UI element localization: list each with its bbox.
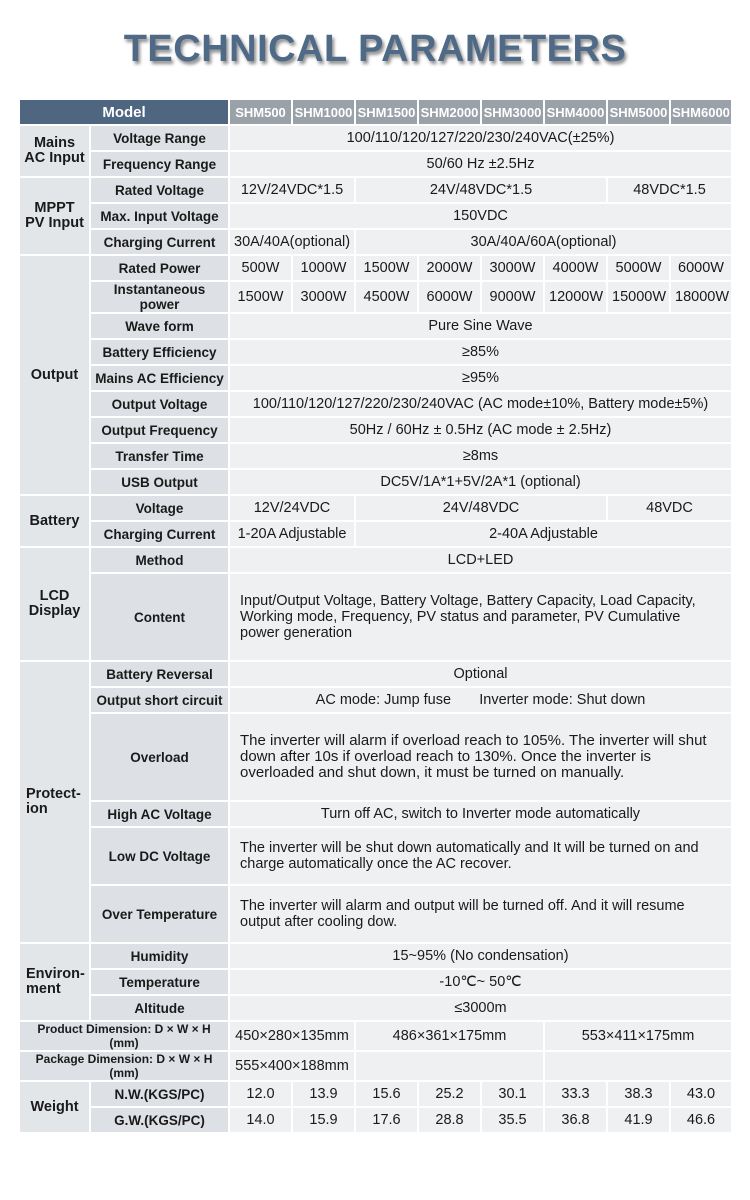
spec-row [19,547,732,573]
section-protection: Protect- ion [19,661,90,943]
param-label: Overload [90,713,229,801]
param-value: 2000W [418,255,481,281]
section-mains-ac: Mains AC Input [19,125,90,177]
param-value: 6000W [418,281,481,313]
param-value: 18000W [670,281,732,313]
param-value: ≤3000m [229,995,732,1021]
param-value: 36.8 [544,1107,607,1133]
param-value: 15000W [607,281,670,313]
param-value: ≥95% [229,365,732,391]
param-label: Rated Power [90,255,229,281]
param-value: The inverter will be shut down automatically and It will be turned on and charge automatically once the AC recover. [229,827,732,885]
param-value: 30A/40A(optional) [229,229,355,255]
spec-row [19,339,732,365]
param-label: Charging Current [90,229,229,255]
param-value: 1000W [292,255,355,281]
param-label: Output Voltage [90,391,229,417]
param-label: Mains AC Efficiency [90,365,229,391]
param-label: Transfer Time [90,443,229,469]
param-value: 41.9 [607,1107,670,1133]
param-value: 15~95% (No condensation) [229,943,732,969]
model-name: SHM6000 [670,99,732,125]
model-name: SHM500 [229,99,292,125]
param-value: 38.3 [607,1081,670,1107]
param-value: 553×411×175mm [544,1021,732,1051]
model-name: SHM2000 [418,99,481,125]
spec-row [19,443,732,469]
model-name: SHM4000 [544,99,607,125]
param-value: 150VDC [229,203,732,229]
param-value: ≥8ms [229,443,732,469]
param-value: 14.0 [229,1107,292,1133]
param-value: 12V/24VDC*1.5 [229,177,355,203]
param-label: Altitude [90,995,229,1021]
param-label: Instantaneous power [90,281,229,313]
param-value: 43.0 [670,1081,732,1107]
spec-row [19,203,732,229]
param-label: Max. Input Voltage [90,203,229,229]
spec-row [19,151,732,177]
spec-row [19,573,732,661]
param-value: 486×361×175mm [355,1021,544,1051]
param-value: 25.2 [418,1081,481,1107]
spec-row [19,125,732,151]
param-value: Pure Sine Wave [229,313,732,339]
param-value: Input/Output Voltage, Battery Voltage, Battery Capacity, Load Capacity, Working mode, Frequency, PV status and parameter, PV Cumulative power generation [229,573,732,661]
param-label: Package Dimension: D × W × H (mm) [19,1051,229,1081]
spec-row [19,1081,732,1107]
param-value: 4500W [355,281,418,313]
section-mppt: MPPT PV Input [19,177,90,255]
param-value: 12.0 [229,1081,292,1107]
param-value: ≥85% [229,339,732,365]
param-label: Over Temperature [90,885,229,943]
param-value [544,1051,732,1081]
spec-row [19,801,732,827]
param-value: 15.9 [292,1107,355,1133]
param-value: 48VDC*1.5 [607,177,732,203]
spec-row [19,469,732,495]
param-value: 5000W [607,255,670,281]
param-value: 50/60 Hz ±2.5Hz [229,151,732,177]
spec-row [19,943,732,969]
param-value: 17.6 [355,1107,418,1133]
header-row [19,99,732,125]
spec-row [19,661,732,687]
param-label: Output Frequency [90,417,229,443]
spec-row [19,495,732,521]
model-header-label: Model [19,99,229,125]
spec-row [19,995,732,1021]
param-value: 15.6 [355,1081,418,1107]
param-value: 2-40A Adjustable [355,521,732,547]
param-value: 9000W [481,281,544,313]
param-value: 100/110/120/127/220/230/240VAC(±25%) [229,125,732,151]
param-label: Wave form [90,313,229,339]
param-value: 48VDC [607,495,732,521]
param-label: Voltage [90,495,229,521]
spec-row [19,417,732,443]
param-value: The inverter will alarm and output will be turned off. And it will resume output after cooling dow. [229,885,732,943]
param-value: 4000W [544,255,607,281]
section-battery: Battery [19,495,90,547]
section-lcd: LCD Display [19,547,90,661]
param-value [355,1051,544,1081]
spec-row [19,885,732,943]
param-label: Product Dimension: D × W × H (mm) [19,1021,229,1051]
param-label: Humidity [90,943,229,969]
param-value: 35.5 [481,1107,544,1133]
param-value: 12V/24VDC [229,495,355,521]
spec-row [19,391,732,417]
param-label: Temperature [90,969,229,995]
param-value: 100/110/120/127/220/230/240VAC (AC mode±10%, Battery mode±5%) [229,391,732,417]
param-value: Turn off AC, switch to Inverter mode automatically [229,801,732,827]
param-label: Frequency Range [90,151,229,177]
param-value: LCD+LED [229,547,732,573]
param-value: 12000W [544,281,607,313]
param-label: Rated Voltage [90,177,229,203]
spec-row [19,1107,732,1133]
spec-row [19,1051,732,1081]
param-value: -10℃~ 50℃ [229,969,732,995]
param-value: AC mode: Jump fuse Inverter mode: Shut down [229,687,732,713]
param-label: USB Output [90,469,229,495]
param-value: 3000W [481,255,544,281]
param-value: 6000W [670,255,732,281]
spec-row [19,255,732,281]
param-label: Low DC Voltage [90,827,229,885]
param-value: 46.6 [670,1107,732,1133]
param-value: 50Hz / 60Hz ± 0.5Hz (AC mode ± 2.5Hz) [229,417,732,443]
param-label: Content [90,573,229,661]
section-output: Output [19,255,90,495]
spec-row [19,687,732,713]
param-label: Output short circuit [90,687,229,713]
spec-row [19,177,732,203]
spec-row [19,1021,732,1051]
model-name: SHM1000 [292,99,355,125]
spec-row [19,229,732,255]
param-value: 450×280×135mm [229,1021,355,1051]
param-value: 33.3 [544,1081,607,1107]
param-value: DC5V/1A*1+5V/2A*1 (optional) [229,469,732,495]
param-value: 24V/48VDC*1.5 [355,177,607,203]
param-label: Charging Current [90,521,229,547]
param-value: 555×400×188mm [229,1051,355,1081]
param-value: Optional [229,661,732,687]
param-label: G.W.(KGS/PC) [90,1107,229,1133]
param-value: The inverter will alarm if overload reach to 105%. The inverter will shut down after 10s if overload reach to 130%. Once the inverter is overloaded and shut down, it must be turned on manually. [229,713,732,801]
param-label: High AC Voltage [90,801,229,827]
model-name: SHM5000 [607,99,670,125]
spec-row [19,281,732,313]
spec-row [19,365,732,391]
spec-row [19,827,732,885]
param-value: 30.1 [481,1081,544,1107]
section-weight: Weight [19,1081,90,1133]
param-value: 28.8 [418,1107,481,1133]
param-label: Battery Efficiency [90,339,229,365]
spec-row [19,969,732,995]
param-value: 3000W [292,281,355,313]
param-value: 1500W [355,255,418,281]
param-value: 500W [229,255,292,281]
spec-table [18,98,733,1134]
param-label: Method [90,547,229,573]
param-value: 13.9 [292,1081,355,1107]
model-name: SHM3000 [481,99,544,125]
model-name: SHM1500 [355,99,418,125]
spec-row [19,313,732,339]
param-label: Voltage Range [90,125,229,151]
param-value: 1-20A Adjustable [229,521,355,547]
page-title: TECHNICAL PARAMETERS [123,28,627,70]
spec-row [19,713,732,801]
spec-row [19,521,732,547]
param-value: 1500W [229,281,292,313]
param-value: 24V/48VDC [355,495,607,521]
param-label: Battery Reversal [90,661,229,687]
param-label: N.W.(KGS/PC) [90,1081,229,1107]
section-environment: Environ- ment [19,943,90,1021]
param-value: 30A/40A/60A(optional) [355,229,732,255]
